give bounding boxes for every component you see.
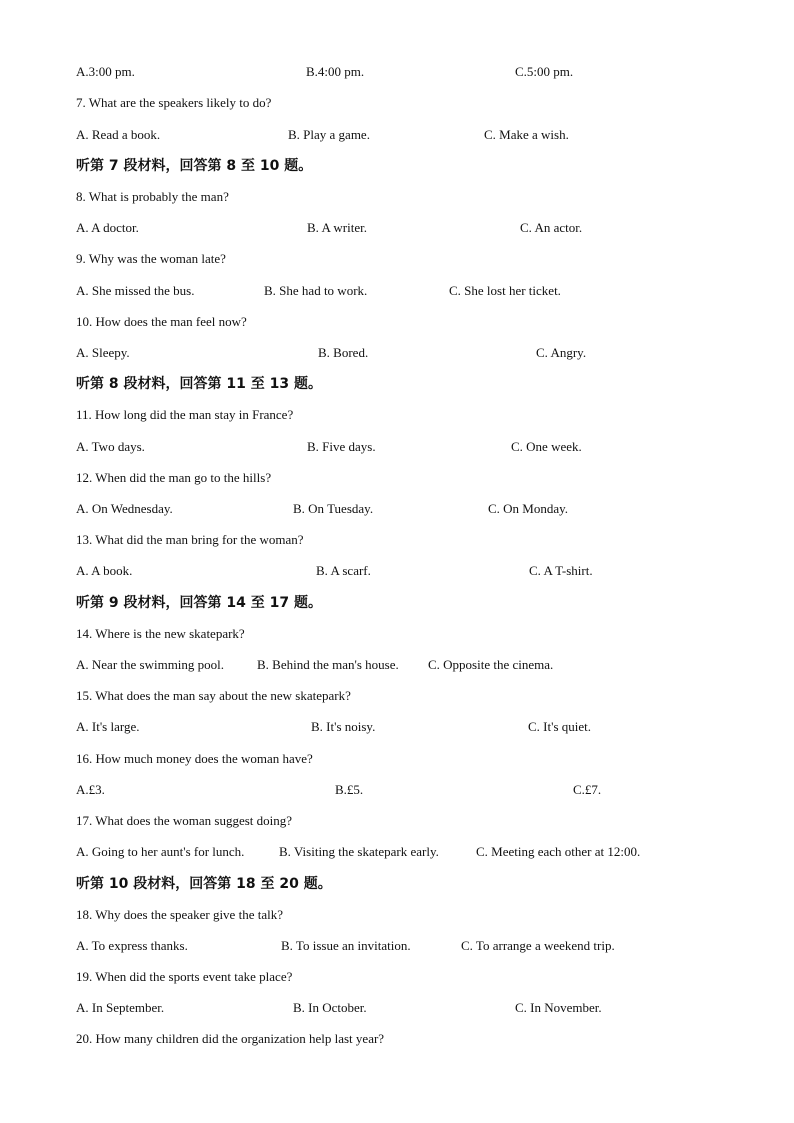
q19-question: 19. When did the sports event take place?: [76, 969, 293, 984]
q18-option-a: A. To express thanks.: [76, 938, 188, 953]
q12-option-c: C. On Monday.: [488, 501, 569, 516]
q17-option-a: A. Going to her aunt's for lunch.: [76, 844, 245, 859]
q6-option-c: C.5:00 pm.: [515, 64, 574, 79]
q10-option-b: B. Bored.: [318, 345, 369, 360]
q20-question: 20. How many children did the organization help last year?: [76, 1031, 385, 1046]
q18-question: 18. Why does the speaker give the talk?: [76, 907, 283, 922]
q13-option-b: B. A scarf.: [316, 563, 371, 578]
q16-option-b: B.£5.: [335, 782, 364, 797]
q8-option-b: B. A writer.: [307, 220, 367, 235]
q15-option-a: A. It's large.: [76, 719, 140, 734]
q7-option-b: B. Play a game.: [288, 127, 370, 142]
q13-option-c: C. A T-shirt.: [529, 563, 593, 578]
section-9-heading: 听第 9 段材料，回答第 14 至 17 题。: [76, 595, 322, 611]
q9-question: 9. Why was the woman late?: [76, 251, 226, 266]
q7-question: 7. What are the speakers likely to do?: [76, 95, 272, 110]
q16-question: 16. How much money does the woman have?: [76, 751, 313, 766]
q9-option-a: A. She missed the bus.: [76, 283, 195, 298]
q16-option-a: A.£3.: [76, 782, 105, 797]
q14-option-b: B. Behind the man's house.: [257, 657, 399, 672]
q10-question: 10. How does the man feel now?: [76, 314, 247, 329]
q18-option-c: C. To arrange a weekend trip.: [461, 938, 615, 953]
section-8-heading: 听第 8 段材料，回答第 11 至 13 题。: [76, 376, 322, 392]
q14-question: 14. Where is the new skatepark?: [76, 626, 245, 641]
q19-option-b: B. In October.: [293, 1000, 367, 1015]
q13-option-a: A. A book.: [76, 563, 133, 578]
section-10-heading: 听第 10 段材料，回答第 18 至 20 题。: [76, 876, 332, 892]
q15-option-b: B. It's noisy.: [311, 719, 376, 734]
q9-option-b: B. She had to work.: [264, 283, 368, 298]
q17-question: 17. What does the woman suggest doing?: [76, 813, 293, 828]
q12-question: 12. When did the man go to the hills?: [76, 470, 272, 485]
q8-option-c: C. An actor.: [520, 220, 583, 235]
q18-option-b: B. To issue an invitation.: [281, 938, 411, 953]
q17-option-b: B. Visiting the skatepark early.: [279, 844, 439, 859]
q10-option-c: C. Angry.: [536, 345, 587, 360]
section-7-heading: 听第 7 段材料，回答第 8 至 10 题。: [76, 158, 313, 174]
q6-option-a: A.3:00 pm.: [76, 64, 135, 79]
q9-option-c: C. She lost her ticket.: [449, 283, 561, 298]
q16-option-c: C.£7.: [573, 782, 602, 797]
q15-option-c: C. It's quiet.: [528, 719, 592, 734]
q11-option-b: B. Five days.: [307, 439, 376, 454]
q10-option-a: A. Sleepy.: [76, 345, 130, 360]
q7-option-a: A. Read a book.: [76, 127, 161, 142]
q13-question: 13. What did the man bring for the woman?: [76, 532, 304, 547]
q7-option-c: C. Make a wish.: [484, 127, 569, 142]
q15-question: 15. What does the man say about the new skatepark?: [76, 688, 351, 703]
q11-option-c: C. One week.: [511, 439, 582, 454]
q14-option-a: A. Near the swimming pool.: [76, 657, 225, 672]
q12-option-a: A. On Wednesday.: [76, 501, 173, 516]
q11-option-a: A. Two days.: [76, 439, 145, 454]
q19-option-c: C. In November.: [515, 1000, 602, 1015]
q8-option-a: A. A doctor.: [76, 220, 139, 235]
q6-option-b: B.4:00 pm.: [306, 64, 365, 79]
q19-option-a: A. In September.: [76, 1000, 165, 1015]
q8-question: 8. What is probably the man?: [76, 189, 229, 204]
q12-option-b: B. On Tuesday.: [293, 501, 374, 516]
q14-option-c: C. Opposite the cinema.: [428, 657, 554, 672]
q11-question: 11. How long did the man stay in France?: [76, 407, 294, 422]
q17-option-c: C. Meeting each other at 12:00.: [476, 844, 641, 859]
